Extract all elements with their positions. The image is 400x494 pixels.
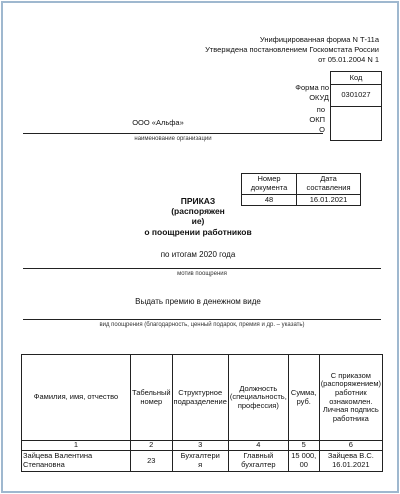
cell-department-line-1: Бухгалтери [180, 451, 220, 461]
motive-caption: мотив поощрения [177, 271, 227, 277]
organization-line [23, 133, 323, 134]
cell-department-line-2: я [198, 460, 203, 469]
cell-sum-line-1: 15 000, [291, 451, 317, 461]
form-header-line-3: от 05.01.2004 N 1 [318, 55, 379, 64]
codes-head: Код [331, 72, 382, 85]
order-subtitle: о поощрении работников [144, 227, 252, 237]
date-value: 16.01.2021 [297, 195, 361, 206]
form-header-line-2: Утверждена постановлением Госкомстата России [205, 45, 379, 54]
header-sum: Сумма, руб. [288, 355, 319, 441]
date-header: Дата составления [297, 174, 361, 195]
cell-signature [319, 451, 382, 472]
form-label: Форма по [295, 83, 329, 92]
cell-full-name-line-2: Степановна [23, 460, 65, 469]
kind-line [23, 319, 381, 320]
document-frame [1, 1, 399, 493]
form-header-line-1: Унифицированная форма N Т-11а [259, 35, 379, 44]
motive-value: по итогам 2020 года [160, 250, 236, 259]
cell-sum [288, 451, 319, 472]
col-number-3: 3 [172, 441, 228, 451]
codes-table [330, 71, 382, 141]
okud-label [263, 83, 329, 103]
cell-position [228, 451, 288, 472]
okpo-label-text-1: ОКП [309, 115, 325, 124]
cell-position-line-1: Главный [243, 451, 274, 461]
table-row [22, 451, 383, 472]
doc-number-date-table [241, 173, 361, 206]
po-label: по [316, 105, 325, 114]
order-title [168, 196, 228, 226]
kind-caption: вид поощрения (благодарность, ценный подарок, премия и др. – указать) [99, 322, 305, 328]
motive-line [23, 268, 381, 269]
okpo-label-text-2: О [319, 125, 325, 134]
cell-department [172, 451, 228, 472]
cell-tab-number: 23 [130, 451, 172, 472]
col-number-1: 1 [22, 441, 131, 451]
order-title-word-3: ие) [191, 216, 205, 226]
col-number-2: 2 [130, 441, 172, 451]
order-title-word-2: (распоряжен [171, 206, 225, 216]
header-tab-number: Табельный номер [130, 355, 172, 441]
cell-signature-line-1: Зайцева В.С. [327, 451, 374, 461]
header-signature: С приказом (распоряжением) работник ознакомлен. Личная подпись работника [319, 355, 382, 441]
cell-signature-line-2: 16.01.2021 [332, 460, 370, 469]
employees-table [21, 354, 383, 472]
order-title-word-1: ПРИКАЗ [180, 196, 216, 206]
header-full-name: Фамилия, имя, отчество [22, 355, 131, 441]
cell-position-line-2: бухгалтер [241, 460, 276, 469]
number-header: Номер документа [242, 174, 297, 195]
cell-full-name-line-1: Зайцева Валентина [23, 451, 93, 461]
table-numbers-row [22, 441, 383, 451]
form-header [119, 35, 379, 65]
organization-name: ООО «Альфа» [132, 118, 184, 127]
number-value: 48 [242, 195, 297, 206]
okud-label-text: ОКУД [309, 93, 329, 102]
kind-value: Выдать премию в денежном виде [135, 297, 261, 306]
header-department: Структурное подразделение [172, 355, 228, 441]
okud-value: 0301027 [331, 85, 382, 107]
header-position: Должность (специальность, профессия) [228, 355, 288, 441]
table-header-row [22, 355, 383, 441]
col-number-5: 5 [288, 441, 319, 451]
col-number-6: 6 [319, 441, 382, 451]
col-number-4: 4 [228, 441, 288, 451]
cell-sum-line-2: 00 [299, 460, 308, 469]
okpo-value [331, 107, 382, 141]
organization-caption: наименование организации [134, 136, 212, 142]
cell-full-name [22, 451, 131, 472]
